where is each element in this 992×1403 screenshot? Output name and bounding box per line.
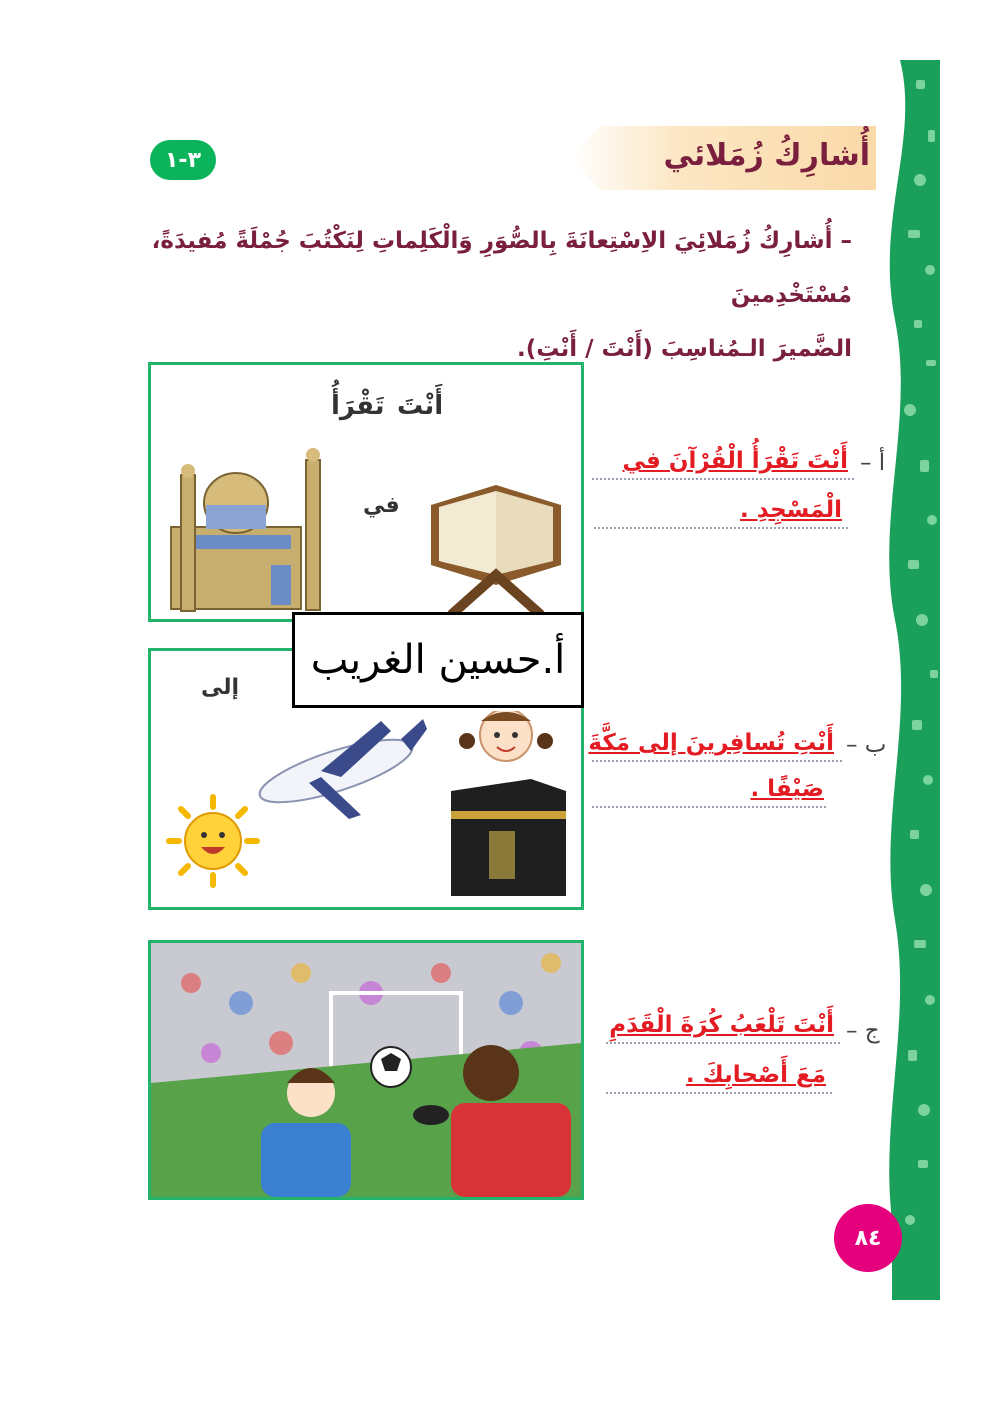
answer-c-line-2[interactable]: مَعَ أَصْحابِكَ . — [685, 1062, 826, 1088]
instructions-line-1: – أُشارِكُ زُمَلائِيَ الاِسْتِعانَةَ بِالصُّوَرِ وَالْكَلِماتِ لِنَكْتُبَ جُمْلَةً مُفيدَةً، مُسْتَخْدِمينَ — [151, 228, 852, 308]
author-name: أ.حسين الغريب — [310, 637, 566, 683]
airplane-illustration — [241, 711, 431, 821]
answer-b-line-2[interactable]: صَيْفًا . — [750, 776, 824, 802]
picture-word-in: في — [363, 493, 400, 518]
answer-a-line-1[interactable]: أَنْتَ تَقْرَأُ الْقُرْآنَ في — [622, 448, 848, 474]
picture-frame-quran-mosque — [148, 362, 584, 622]
exercise-letter-c: ج – — [846, 1018, 880, 1044]
mosque-illustration — [161, 435, 341, 615]
instructions-line-2: الضَّميرَ الـمُناسِبَ (أَنْتَ / أَنْتِ). — [516, 336, 852, 362]
instructions — [132, 214, 852, 376]
quran-book-illustration — [421, 465, 571, 615]
football-stadium-illustration — [151, 943, 581, 1197]
sun-illustration — [163, 791, 263, 891]
answer-line-a-2 — [594, 527, 848, 529]
lesson-badge: ٣-١ — [150, 140, 216, 180]
answer-line-b-2 — [592, 806, 826, 808]
author-watermark-box — [292, 612, 584, 708]
exercise-letter-a: أ – — [860, 450, 886, 476]
kaaba-illustration — [441, 771, 571, 901]
answer-b-line-1[interactable]: أَنْتِ تُسافِرينَ إلى مَكَّةَ — [588, 730, 834, 756]
picture-frame-football — [148, 940, 584, 1200]
page-title: أُشارِكُ زُمَلائي — [663, 138, 870, 173]
answer-line-a-1 — [592, 478, 854, 480]
answer-line-c-1 — [606, 1042, 840, 1044]
answer-c-line-1[interactable]: أَنْتَ تَلْعَبُ كُرَةَ الْقَدَمِ — [609, 1012, 834, 1038]
answer-a-line-2[interactable]: الْمَسْجِدِ . — [740, 497, 842, 523]
exercise-letter-b: ب – — [846, 732, 887, 758]
picture-word-reads: تَقْرَأُ — [331, 391, 385, 421]
page-number: ٨٤ — [834, 1204, 902, 1272]
girl-face-illustration — [451, 711, 561, 771]
answer-line-b-1 — [592, 760, 842, 762]
picture-word-to: إلى — [201, 675, 240, 700]
decorative-side-strip — [870, 60, 950, 1300]
answer-line-c-2 — [606, 1092, 832, 1094]
picture-word-you: أَنْتَ — [397, 391, 444, 421]
